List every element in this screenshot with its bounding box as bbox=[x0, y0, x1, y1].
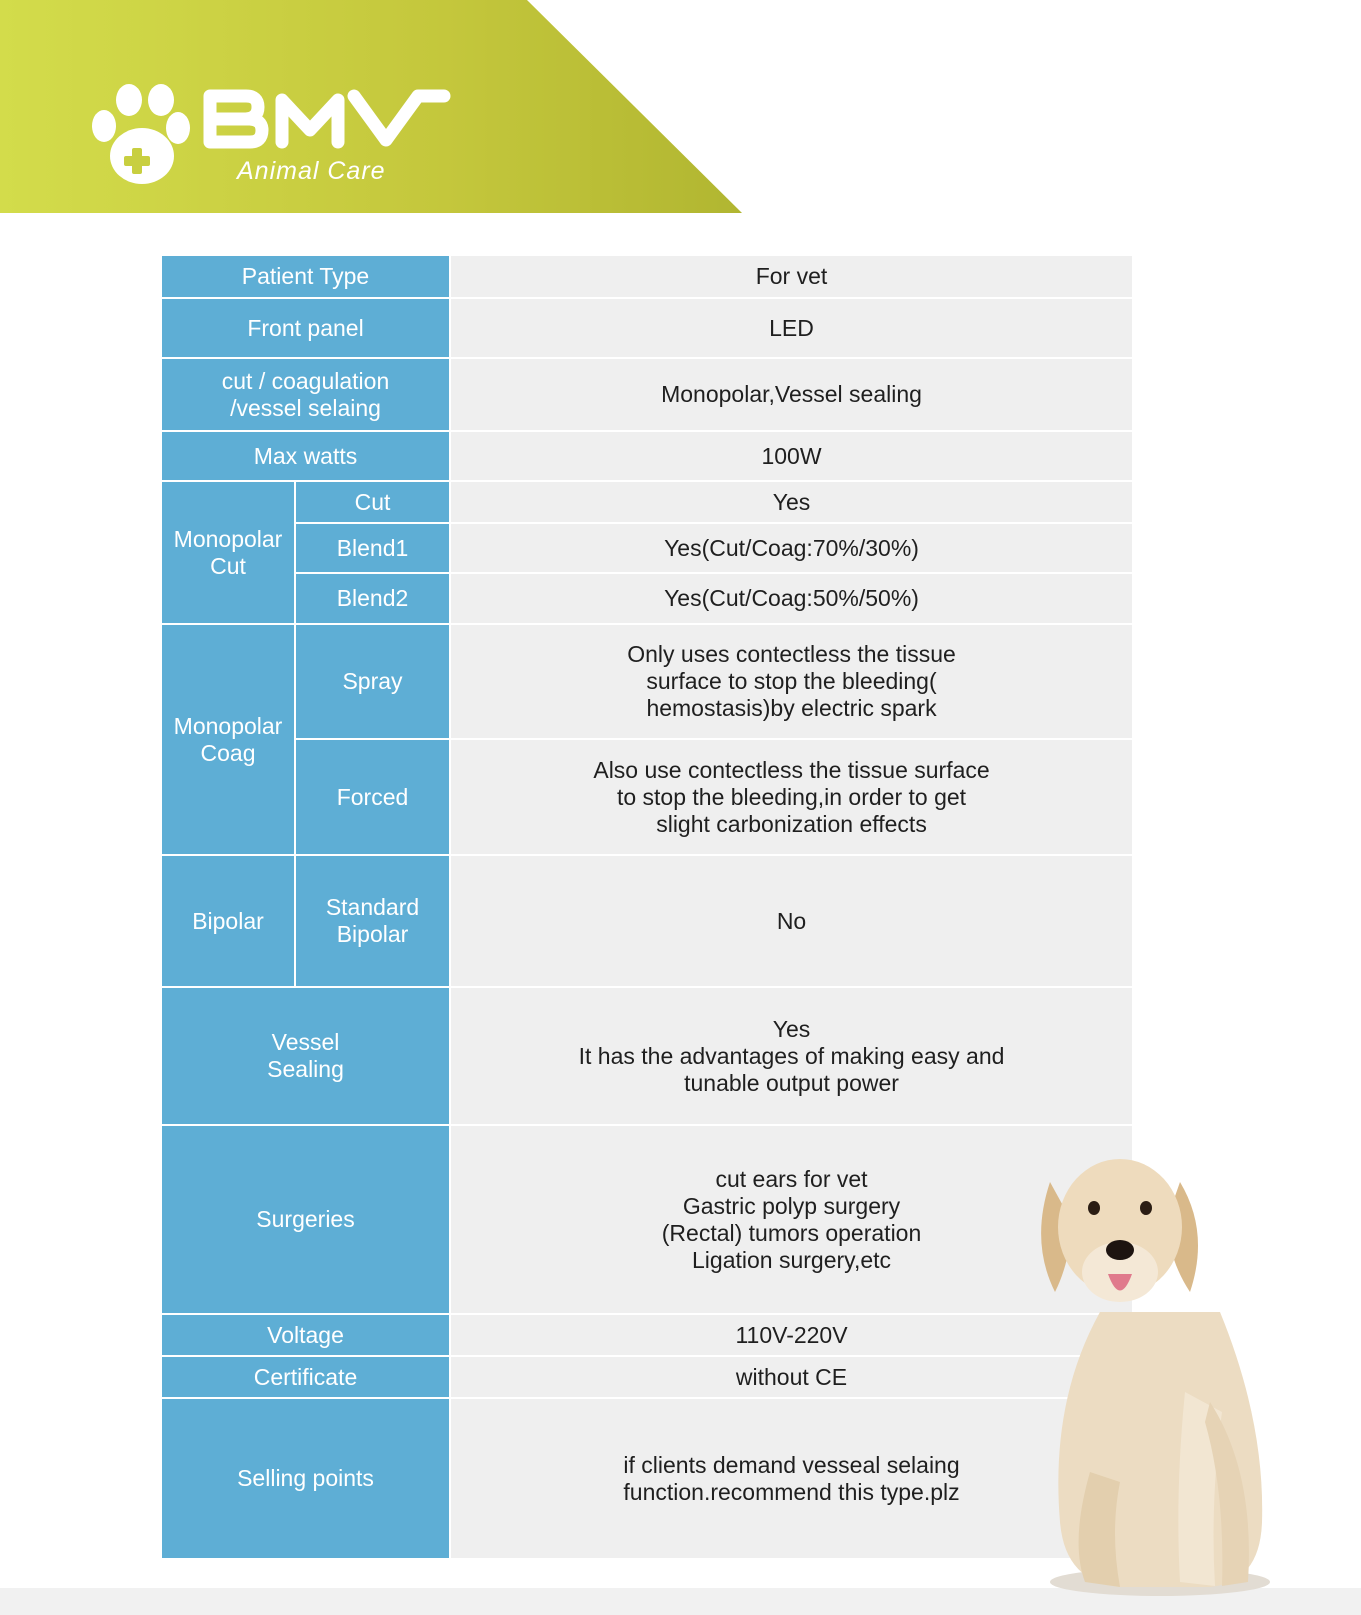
standard-bipolar-label: Standard Bipolar bbox=[295, 855, 450, 987]
front-panel-value: LED bbox=[450, 298, 1133, 358]
certificate-label: Certificate bbox=[161, 1356, 450, 1398]
blend1-label: Blend1 bbox=[295, 523, 450, 573]
monopolar-cut-label: Monopolar Cut bbox=[161, 481, 295, 624]
bipolar-label: Bipolar bbox=[161, 855, 295, 987]
table-row bbox=[161, 739, 1133, 855]
table-row bbox=[161, 573, 1133, 624]
cut-value: Yes bbox=[450, 481, 1133, 523]
front-panel-label: Front panel bbox=[161, 298, 450, 358]
spray-label: Spray bbox=[295, 624, 450, 739]
surgeries-label: Surgeries bbox=[161, 1125, 450, 1314]
table-row bbox=[161, 358, 1133, 431]
blend1-value: Yes(Cut/Coag:70%/30%) bbox=[450, 523, 1133, 573]
table-row bbox=[161, 1125, 1133, 1314]
brand-tagline: Animal Care bbox=[237, 157, 386, 185]
forced-value: Also use contectless the tissue surface to stop the bleeding,in order to get slight carbonization effects bbox=[450, 739, 1133, 855]
voltage-value: 110V-220V bbox=[450, 1314, 1133, 1356]
spray-value: Only uses contectless the tissue surface to stop the bleeding( hemostasis)by electric spark bbox=[450, 624, 1133, 739]
table-row bbox=[161, 1398, 1133, 1559]
golden-retriever-photo bbox=[1010, 1142, 1310, 1602]
table-row bbox=[161, 855, 1133, 987]
modes-label: cut / coagulation /vessel selaing bbox=[161, 358, 450, 431]
blend2-value: Yes(Cut/Coag:50%/50%) bbox=[450, 573, 1133, 624]
voltage-label: Voltage bbox=[161, 1314, 450, 1356]
max-watts-value: 100W bbox=[450, 431, 1133, 481]
table-row bbox=[161, 987, 1133, 1125]
spec-table bbox=[160, 254, 1134, 1560]
table-row bbox=[161, 1356, 1133, 1398]
blend2-label: Blend2 bbox=[295, 573, 450, 624]
table-row bbox=[161, 481, 1133, 523]
surgeries-value: cut ears for vet Gastric polyp surgery (Rectal) tumors operation Ligation surgery,etc bbox=[450, 1125, 1133, 1314]
certificate-value: without CE bbox=[450, 1356, 1133, 1398]
forced-label: Forced bbox=[295, 739, 450, 855]
patient-type-label: Patient Type bbox=[161, 255, 450, 298]
modes-value: Monopolar,Vessel sealing bbox=[450, 358, 1133, 431]
table-row bbox=[161, 431, 1133, 481]
brand-wordmark bbox=[210, 96, 444, 142]
vessel-sealing-value: Yes It has the advantages of making easy and tunable output power bbox=[450, 987, 1133, 1125]
patient-type-value: For vet bbox=[450, 255, 1133, 298]
selling-points-value: if clients demand vesseal selaing function.recommend this type.plz bbox=[450, 1398, 1133, 1559]
standard-bipolar-value: No bbox=[450, 855, 1133, 987]
table-row bbox=[161, 624, 1133, 739]
table-row bbox=[161, 255, 1133, 298]
max-watts-label: Max watts bbox=[161, 431, 450, 481]
table-row bbox=[161, 1314, 1133, 1356]
vessel-sealing-label: Vessel Sealing bbox=[161, 987, 450, 1125]
table-row bbox=[161, 523, 1133, 573]
selling-points-label: Selling points bbox=[161, 1398, 450, 1559]
monopolar-coag-label: Monopolar Coag bbox=[161, 624, 295, 855]
cut-label: Cut bbox=[295, 481, 450, 523]
table-row bbox=[161, 298, 1133, 358]
